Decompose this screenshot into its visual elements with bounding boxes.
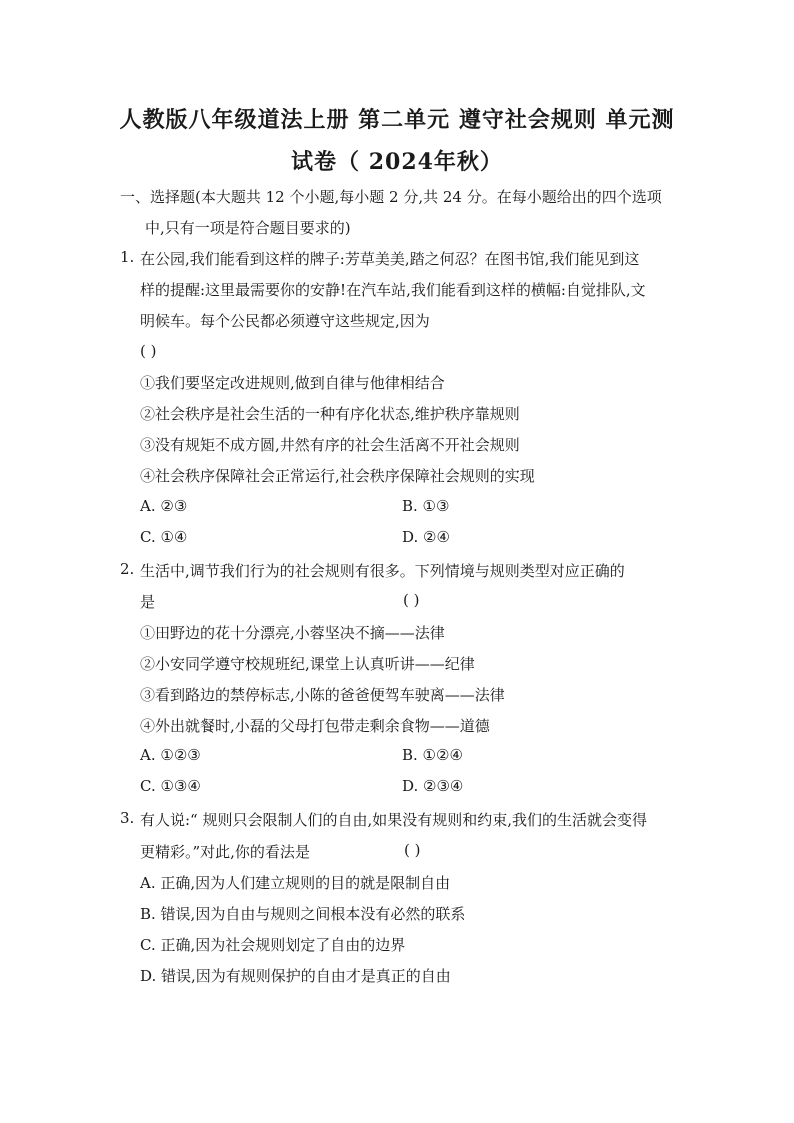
question-1-option-d: D. ②④ — [402, 528, 450, 546]
question-3-option-b: B. 错误,因为自由与规则之间根本没有必然的联系 — [140, 905, 466, 923]
question-3-answer-blank: ( ) — [404, 841, 421, 859]
question-3-option-a: A. 正确,因为人们建立规则的目的就是限制自由 — [140, 874, 451, 892]
section-heading-line-1: 一、选择题(本大题共 12 个小题,每小题 2 分,共 24 分。在每小题给出的四个选项 — [120, 188, 662, 206]
question-3-stem-line-2: 更精彩。”对此,你的看法是 — [140, 843, 310, 861]
question-1-statement-1: ①我们要坚定改进规则,做到自律与他律相结合 — [140, 374, 445, 392]
question-1-option-a: A. ②③ — [140, 497, 188, 515]
question-1-statement-3: ③没有规矩不成方圆,井然有序的社会生活离不开社会规则 — [140, 436, 520, 454]
question-3-number: 3. — [120, 809, 135, 827]
question-1-stem-line-2: 样的提醒:这里最需要你的安静!在汽车站,我们能看到这样的横幅:自觉排队,文 — [140, 281, 646, 299]
question-1-statement-2: ②社会秩序是社会生活的一种有序化状态,维护秩序靠规则 — [140, 405, 520, 423]
question-3-stem-line-1: 有人说:“ 规则只会限制人们的自由,如果没有规则和约束,我们的生活就会变得 — [140, 811, 648, 829]
question-1-statement-4: ④社会秩序保障社会正常运行,社会秩序保障社会规则的实现 — [140, 467, 535, 485]
exam-title-line-2: 试卷（ 2024年秋） — [291, 149, 503, 175]
question-2-answer-blank: ( ) — [403, 591, 420, 609]
question-2-statement-4: ④外出就餐时,小磊的父母打包带走剩余食物——道德 — [140, 717, 490, 735]
question-2-option-d: D. ②③④ — [402, 777, 464, 795]
question-1-answer-blank: ( ) — [140, 342, 157, 360]
question-2-option-a: A. ①②③ — [140, 746, 201, 764]
question-2-stem-line-1: 生活中,调节我们行为的社会规则有很多。下列情境与规则类型对应正确的 — [140, 562, 625, 580]
question-3-option-c: C. 正确,因为社会规则划定了自由的边界 — [140, 936, 406, 954]
exam-title-line-1: 人教版八年级道法上册 第二单元 遵守社会规则 单元测 — [119, 107, 675, 133]
section-heading-line-2: 中,只有一项是符合题目要求的) — [145, 219, 351, 237]
question-1-option-b: B. ①③ — [402, 497, 450, 515]
question-2-statement-3: ③看到路边的禁停标志,小陈的爸爸便驾车驶离——法律 — [140, 686, 505, 704]
question-1-stem-line-1: 在公园,我们能看到这样的牌子:芳草美美,踏之何忍？在图书馆,我们能见到这 — [140, 250, 640, 268]
question-2-stem-line-2: 是 — [140, 593, 156, 611]
question-3-option-d: D. 错误,因为有规则保护的自由才是真正的自由 — [140, 967, 451, 985]
question-2-number: 2. — [120, 560, 135, 578]
question-2-option-b: B. ①②④ — [402, 746, 463, 764]
question-1-option-c: C. ①④ — [140, 528, 188, 546]
question-1-stem-line-3: 明候车。每个公民都必须遵守这些规定,因为 — [140, 312, 430, 330]
question-2-statement-2: ②小安同学遵守校规班纪,课堂上认真听讲——纪律 — [140, 655, 475, 673]
question-2-option-c: C. ①③④ — [140, 777, 201, 795]
question-2-statement-1: ①田野边的花十分漂亮,小蓉坚决不摘——法律 — [140, 624, 445, 642]
question-1-number: 1. — [120, 248, 135, 266]
